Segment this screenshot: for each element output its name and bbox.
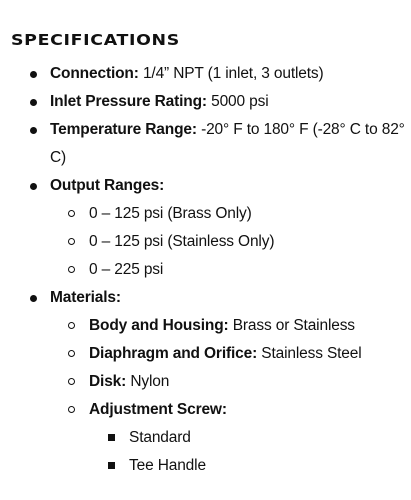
spec-label: Inlet Pressure Rating:	[50, 93, 207, 110]
material-label: Body and Housing:	[89, 317, 229, 334]
material-label: Adjustment Screw:	[89, 401, 227, 418]
spec-label: Materials:	[50, 289, 121, 306]
output-range-text: 0 – 225 psi	[89, 261, 164, 278]
spec-value-continued: C)	[50, 149, 67, 166]
bullet-disc-icon	[30, 183, 37, 190]
output-range-item	[0, 228, 411, 256]
output-range-text: 0 – 125 psi (Stainless Only)	[89, 233, 275, 250]
adjustment-screw-option-text: Standard	[129, 429, 191, 446]
bullet-disc-icon	[30, 99, 37, 106]
adjustment-screw-option	[0, 424, 411, 452]
material-item	[0, 368, 411, 396]
bullet-circle-icon	[68, 350, 75, 357]
output-range-item	[0, 200, 411, 228]
bullet-disc-icon	[30, 127, 37, 134]
specifications-list	[0, 60, 411, 480]
bullet-disc-icon	[30, 295, 37, 302]
bullet-disc-icon	[30, 71, 37, 78]
bullet-circle-icon	[68, 238, 75, 245]
spec-label: Connection:	[50, 65, 139, 82]
spec-label: Output Ranges:	[50, 177, 165, 194]
material-label: Diaphragm and Orifice:	[89, 345, 258, 362]
bullet-square-icon	[108, 434, 115, 441]
spec-item-materials	[0, 284, 411, 312]
spec-item-inlet-pressure	[0, 88, 411, 116]
material-value: Nylon	[130, 373, 170, 390]
output-range-item	[0, 256, 411, 284]
spec-item-output-ranges	[0, 172, 411, 200]
spec-item-temperature	[0, 116, 411, 144]
material-item	[0, 340, 411, 368]
bullet-square-icon	[108, 462, 115, 469]
material-item	[0, 312, 411, 340]
section-heading: SPECIFICATIONS	[11, 31, 180, 49]
bullet-circle-icon	[68, 266, 75, 273]
bullet-circle-icon	[68, 378, 75, 385]
spec-item-connection	[0, 60, 411, 88]
bullet-circle-icon	[68, 322, 75, 329]
material-value: Stainless Steel	[261, 345, 362, 362]
spec-value: -20° F to 180° F (-28° C to 82°	[201, 121, 405, 138]
bullet-circle-icon	[68, 406, 75, 413]
spec-item-temperature-continued	[0, 144, 411, 172]
material-item	[0, 396, 411, 424]
adjustment-screw-option-text: Tee Handle	[129, 457, 206, 474]
material-label: Disk:	[89, 373, 127, 390]
bullet-circle-icon	[68, 210, 75, 217]
material-value: Brass or Stainless	[232, 317, 355, 334]
adjustment-screw-option	[0, 452, 411, 480]
spec-label: Temperature Range:	[50, 121, 197, 138]
output-range-text: 0 – 125 psi (Brass Only)	[89, 205, 252, 222]
spec-value: 1/4” NPT (1 inlet, 3 outlets)	[142, 65, 324, 82]
spec-value: 5000 psi	[211, 93, 269, 110]
